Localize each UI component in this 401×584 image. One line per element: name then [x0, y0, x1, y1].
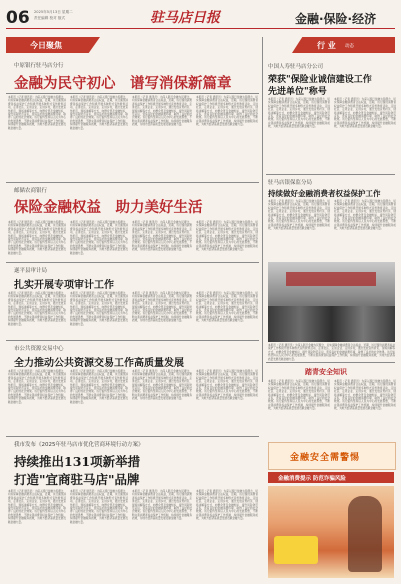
article5-kicker: 遂平县审计局 [14, 268, 48, 274]
safety-rule [266, 362, 395, 363]
masthead-rule [6, 28, 395, 29]
article2-col4: 本报讯（记者 通讯员）为深入践行金融为民理念，切实保障金融消费者合法权益，近期，该行围绕消费者权益保护工作积极开展多种形式宣传教育活动，走进社区、走进企业、走进乡村，通过发放宣传折页、现场讲解等方式，向群众普及金融知识，提升风险防范意识，营造良好的金融消费环境，取得了良好的社会效果。该行始终坚持以人民为中心的发展思想，不断完善消费者权益保护工作机制，持续提升金融服务质效，为地方经济高质量发展贡献金融力量。 [196, 221, 258, 252]
article6-col3: 本报讯（记者 通讯员）为深入践行金融为民理念，切实保障金融消费者合法权益，近期，该行围绕消费者权益保护工作积极开展多种形式宣传教育活动，走进社区、走进企业、走进乡村，通过发放宣传折页、现场讲解等方式，向群众普及金融知识，提升风险防范意识，营造良好的金融消费环境，取得了良好的社会效果。该行始终坚持以人民为中心的发展思想，不断完善消费者权益保护工作机制，持续提升金融服务质效，为地方经济高质量发展贡献金融力量。 [132, 370, 192, 401]
article5-col2: 本报讯（记者 通讯员）为深入践行金融为民理念，切实保障金融消费者合法权益，近期，该行围绕消费者权益保护工作积极开展多种形式宣传教育活动，走进社区、走进企业、走进乡村，通过发放宣传折页、现场讲解等方式，向群众普及金融知识，提升风险防范意识，营造良好的金融消费环境，取得了良好的社会效果。该行始终坚持以人民为中心的发展思想，不断完善消费者权益保护工作机制，持续提升金融服务质效，为地方经济高质量发展贡献金融力量。 [70, 292, 128, 326]
article2-col2: 本报讯（记者 通讯员）为深入践行金融为民理念，切实保障金融消费者合法权益，近期，该行围绕消费者权益保护工作积极开展多种形式宣传教育活动，走进社区、走进企业、走进乡村，通过发放宣传折页、现场讲解等方式，向群众普及金融知识，提升风险防范意识，营造良好的金融消费环境，取得了良好的社会效果。该行始终坚持以人民为中心的发展思想，不断完善消费者权益保护工作机制，持续提升金融服务质效，为地方经济高质量发展贡献金融力量。 [70, 221, 128, 255]
safety-col2: 本报讯（记者 通讯员）为深入践行金融为民理念，切实保障金融消费者合法权益，近期，该行围绕消费者权益保护工作积极开展多种形式宣传教育活动，走进社区、走进企业、走进乡村，通过发放宣传折页、现场讲解等方式，向群众普及金融知识，提升风险防范意识，营造良好的金融消费环境，取得了良好的社会效果。该行始终坚持以人民为中心的发展思想，不断完善消费者权益保护工作机制，持续提升金融服务质效，为地方经济高质量发展贡献金融力量。 [334, 380, 396, 411]
ad-badge [274, 536, 318, 564]
date-line: 2025年5月13日 星期二 [34, 10, 73, 14]
safety-title: 踏青安全知识 [305, 368, 347, 376]
article7-col3: 本报讯（记者 通讯员）为深入践行金融为民理念，切实保障金融消费者合法权益，近期，该行围绕消费者权益保护工作积极开展多种形式宣传教育活动，走进社区、走进企业、走进乡村，通过发放宣传折页、现场讲解等方式，向群众普及金融知识，提升风险防范意识，营造良好的金融消费环境，取得了良好的社会效果。该行始终坚持以人民为中心的发展思想，不断完善消费者权益保护工作机制，持续提升金融服务质效，为地方经济高质量发展贡献金融力量。 [132, 490, 192, 521]
photo-crowd [268, 306, 395, 342]
article4-rule [266, 174, 395, 175]
article2-headline: 保险金融权益 助力美好生活 [14, 199, 203, 216]
article3-kicker: 中国人寿驻马店分公司 [268, 64, 324, 70]
article6-kicker: 市公共资源交易中心 [14, 346, 64, 352]
article3-col1: 本报讯（记者 通讯员）为深入践行金融为民理念，切实保障金融消费者合法权益，近期，该行围绕消费者权益保护工作积极开展多种形式宣传教育活动，走进社区、走进企业、走进乡村，通过发放宣传折页、现场讲解等方式，向群众普及金融知识，提升风险防范意识，营造良好的金融消费环境，取得了良好的社会效果。该行始终坚持以人民为中心的发展思想，不断完善消费者权益保护工作机制，持续提升金融服务质效，为地方经济高质量发展贡献金融力量。 [268, 98, 330, 129]
article6-rule [6, 340, 259, 341]
editor-line: 责任编辑 校对 版式 [34, 16, 66, 20]
article6-headline: 全力推动公共资源交易工作高质量发展 [14, 358, 184, 369]
notice-text: 金融安全需警惕 [290, 453, 361, 463]
article2-kicker: 邮储农商银行 [14, 188, 48, 194]
article1-headline: 金融为民守初心 谱写消保新篇章 [14, 75, 232, 92]
article1-col1: 本报讯（记者 通讯员）为深入践行金融为民理念，切实保障金融消费者合法权益，近期，该行围绕消费者权益保护工作积极开展多种形式宣传教育活动，走进社区、走进企业、走进乡村，通过发放宣传折页、现场讲解等方式，向群众普及金融知识，提升风险防范意识，营造良好的金融消费环境，取得了良好的社会效果。该行始终坚持以人民为中心的发展思想，不断完善消费者权益保护工作机制，持续提升金融服务质效，为地方经济高质量发展贡献金融力量。 [8, 96, 66, 130]
article6-col2: 本报讯（记者 通讯员）为深入践行金融为民理念，切实保障金融消费者合法权益，近期，该行围绕消费者权益保护工作积极开展多种形式宣传教育活动，走进社区、走进企业、走进乡村，通过发放宣传折页、现场讲解等方式，向群众普及金融知识，提升风险防范意识，营造良好的金融消费环境，取得了良好的社会效果。该行始终坚持以人民为中心的发展思想，不断完善消费者权益保护工作机制，持续提升金融服务质效，为地方经济高质量发展贡献金融力量。 [70, 370, 128, 404]
article5-rule [6, 262, 259, 263]
photo-banner [286, 272, 376, 286]
article3-col2: 本报讯（记者 通讯员）为深入践行金融为民理念，切实保障金融消费者合法权益，近期，该行围绕消费者权益保护工作积极开展多种形式宣传教育活动，走进社区、走进企业、走进乡村，通过发放宣传折页、现场讲解等方式，向群众普及金融知识，提升风险防范意识，营造良好的金融消费环境，取得了良好的社会效果。该行始终坚持以人民为中心的发展思想，不断完善消费者权益保护工作机制，持续提升金融服务质效，为地方经济高质量发展贡献金融力量。 [334, 98, 396, 129]
paper-logo: 驻马店日报 [150, 10, 220, 26]
article4-headline: 持续做好金融消费者权益保护工作 [268, 189, 381, 198]
article4-col1: 本报讯（记者 通讯员）为深入践行金融为民理念，切实保障金融消费者合法权益，近期，该行围绕消费者权益保护工作积极开展多种形式宣传教育活动，走进社区、走进企业、走进乡村，通过发放宣传折页、现场讲解等方式，向群众普及金融知识，提升风险防范意识，营造良好的金融消费环境，取得了良好的社会效果。该行始终坚持以人民为中心的发展思想，不断完善消费者权益保护工作机制，持续提升金融服务质效，为地方经济高质量发展贡献金融力量。 [268, 200, 330, 231]
article4-col2: 本报讯（记者 通讯员）为深入践行金融为民理念，切实保障金融消费者合法权益，近期，该行围绕消费者权益保护工作积极开展多种形式宣传教育活动，走进社区、走进企业、走进乡村，通过发放宣传折页、现场讲解等方式，向群众普及金融知识，提升风险防范意识，营造良好的金融消费环境，取得了良好的社会效果。该行始终坚持以人民为中心的发展思想，不断完善消费者权益保护工作机制，持续提升金融服务质效，为地方经济高质量发展贡献金融力量。 [334, 200, 396, 231]
section-title: 金融·保险·经济 [295, 12, 377, 26]
article6-col1: 本报讯（记者 通讯员）为深入践行金融为民理念，切实保障金融消费者合法权益，近期，该行围绕消费者权益保护工作积极开展多种形式宣传教育活动，走进社区、走进企业、走进乡村，通过发放宣传折页、现场讲解等方式，向群众普及金融知识，提升风险防范意识，营造良好的金融消费环境，取得了良好的社会效果。该行始终坚持以人民为中心的发展思想，不断完善消费者权益保护工作机制，持续提升金融服务质效，为地方经济高质量发展贡献金融力量。 [8, 370, 66, 404]
article2-col1: 本报讯（记者 通讯员）为深入践行金融为民理念，切实保障金融消费者合法权益，近期，该行围绕消费者权益保护工作积极开展多种形式宣传教育活动，走进社区、走进企业、走进乡村，通过发放宣传折页、现场讲解等方式，向群众普及金融知识，提升风险防范意识，营造良好的金融消费环境，取得了良好的社会效果。该行始终坚持以人民为中心的发展思想，不断完善消费者权益保护工作机制，持续提升金融服务质效，为地方经济高质量发展贡献金融力量。 [8, 221, 66, 255]
industry-sublabel: 动态 [345, 44, 354, 49]
article3-headline-line2: 先进单位"称号 [268, 87, 327, 97]
safety-col1: 本报讯（记者 通讯员）为深入践行金融为民理念，切实保障金融消费者合法权益，近期，该行围绕消费者权益保护工作积极开展多种形式宣传教育活动，走进社区、走进企业、走进乡村，通过发放宣传折页、现场讲解等方式，向群众普及金融知识，提升风险防范意识，营造良好的金融消费环境，取得了良好的社会效果。该行始终坚持以人民为中心的发展思想，不断完善消费者权益保护工作机制，持续提升金融服务质效，为地方经济高质量发展贡献金融力量。 [268, 380, 330, 411]
article7-headline-line1: 持续推出131项新举措 [14, 454, 141, 469]
article7-rule [6, 436, 259, 437]
article7-col2: 本报讯（记者 通讯员）为深入践行金融为民理念，切实保障金融消费者合法权益，近期，该行围绕消费者权益保护工作积极开展多种形式宣传教育活动，走进社区、走进企业、走进乡村，通过发放宣传折页、现场讲解等方式，向群众普及金融知识，提升风险防范意识，营造良好的金融消费环境，取得了良好的社会效果。该行始终坚持以人民为中心的发展思想，不断完善消费者权益保护工作机制，持续提升金融服务质效，为地方经济高质量发展贡献金融力量。 [70, 490, 128, 524]
article6-col4: 本报讯（记者 通讯员）为深入践行金融为民理念，切实保障金融消费者合法权益，近期，该行围绕消费者权益保护工作积极开展多种形式宣传教育活动，走进社区、走进企业、走进乡村，通过发放宣传折页、现场讲解等方式，向群众普及金融知识，提升风险防范意识，营造良好的金融消费环境，取得了良好的社会效果。该行始终坚持以人民为中心的发展思想，不断完善消费者权益保护工作机制，持续提升金融服务质效，为地方经济高质量发展贡献金融力量。 [196, 370, 258, 401]
news-photo [268, 262, 395, 342]
article4-kicker: 驻马店银保监分局 [268, 180, 313, 186]
today-focus-label: 今日聚焦 [30, 41, 62, 50]
article2-rule [6, 182, 259, 183]
article5-col4: 本报讯（记者 通讯员）为深入践行金融为民理念，切实保障金融消费者合法权益，近期，该行围绕消费者权益保护工作积极开展多种形式宣传教育活动，走进社区、走进企业、走进乡村，通过发放宣传折页、现场讲解等方式，向群众普及金融知识，提升风险防范意识，营造良好的金融消费环境，取得了良好的社会效果。该行始终坚持以人民为中心的发展思想，不断完善消费者权益保护工作机制，持续提升金融服务质效，为地方经济高质量发展贡献金融力量。 [196, 292, 258, 323]
article7-kicker: 我市发布《2025年驻马店市优化营商环境行动方案》 [14, 442, 144, 448]
ad-figure [348, 496, 382, 572]
industry-label: 行 业 [317, 41, 336, 50]
article3-headline-line1: 荣获"保险业诚信建设工作 [268, 75, 372, 85]
article7-col4: 本报讯（记者 通讯员）为深入践行金融为民理念，切实保障金融消费者合法权益，近期，该行围绕消费者权益保护工作积极开展多种形式宣传教育活动，走进社区、走进企业、走进乡村，通过发放宣传折页、现场讲解等方式，向群众普及金融知识，提升风险防范意识，营造良好的金融消费环境，取得了良好的社会效果。该行始终坚持以人民为中心的发展思想，不断完善消费者权益保护工作机制，持续提升金融服务质效，为地方经济高质量发展贡献金融力量。 [196, 490, 258, 521]
article7-col1: 本报讯（记者 通讯员）为深入践行金融为民理念，切实保障金融消费者合法权益，近期，该行围绕消费者权益保护工作积极开展多种形式宣传教育活动，走进社区、走进企业、走进乡村，通过发放宣传折页、现场讲解等方式，向群众普及金融知识，提升风险防范意识，营造良好的金融消费环境，取得了良好的社会效果。该行始终坚持以人民为中心的发展思想，不断完善消费者权益保护工作机制，持续提升金融服务质效，为地方经济高质量发展贡献金融力量。 [8, 490, 66, 524]
article1-kicker: 中原银行驻马店分行 [14, 63, 64, 69]
photo-caption: 本报讯（记者 通讯员）为深入践行金融为民理念，切实保障金融消费者合法权益，近期，该行围绕消费者权益保护工作积极开展多种形式宣传教育活动，走进社区、走进企业、走进乡村，通过发放宣传折页、现场讲解等方式，向群众普及金融知识，提升风险防范意识，营造良好的金融消费环境，取得了良好的社会效果。该行始终坚持以人民为中心的发展思想，不断完善消费者权益保护工作机制，持续提升金融服务质效，为地方经济高质量发展贡献金融力量。 [268, 344, 395, 361]
article5-col1: 本报讯（记者 通讯员）为深入践行金融为民理念，切实保障金融消费者合法权益，近期，该行围绕消费者权益保护工作积极开展多种形式宣传教育活动，走进社区、走进企业、走进乡村，通过发放宣传折页、现场讲解等方式，向群众普及金融知识，提升风险防范意识，营造良好的金融消费环境，取得了良好的社会效果。该行始终坚持以人民为中心的发展思想，不断完善消费者权益保护工作机制，持续提升金融服务质效，为地方经济高质量发展贡献金融力量。 [8, 292, 66, 326]
ad-image [268, 486, 394, 578]
article7-headline-line2: 打造"宜商驻马店"品牌 [14, 472, 140, 487]
article5-headline: 扎实开展专项审计工作 [14, 280, 114, 291]
page-number: 06 [6, 8, 30, 28]
article1-col4: 本报讯（记者 通讯员）为深入践行金融为民理念，切实保障金融消费者合法权益，近期，该行围绕消费者权益保护工作积极开展多种形式宣传教育活动，走进社区、走进企业、走进乡村，通过发放宣传折页、现场讲解等方式，向群众普及金融知识，提升风险防范意识，营造良好的金融消费环境，取得了良好的社会效果。该行始终坚持以人民为中心的发展思想，不断完善消费者权益保护工作机制，持续提升金融服务质效，为地方经济高质量发展贡献金融力量。 [196, 96, 258, 127]
slogan-text: 金融消费提示 防范诈骗风险 [278, 476, 346, 482]
article5-col3: 本报讯（记者 通讯员）为深入践行金融为民理念，切实保障金融消费者合法权益，近期，该行围绕消费者权益保护工作积极开展多种形式宣传教育活动，走进社区、走进企业、走进乡村，通过发放宣传折页、现场讲解等方式，向群众普及金融知识，提升风险防范意识，营造良好的金融消费环境，取得了良好的社会效果。该行始终坚持以人民为中心的发展思想，不断完善消费者权益保护工作机制，持续提升金融服务质效，为地方经济高质量发展贡献金融力量。 [132, 292, 192, 323]
article1-rule [6, 93, 259, 94]
article1-col2: 本报讯（记者 通讯员）为深入践行金融为民理念，切实保障金融消费者合法权益，近期，该行围绕消费者权益保护工作积极开展多种形式宣传教育活动，走进社区、走进企业、走进乡村，通过发放宣传折页、现场讲解等方式，向群众普及金融知识，提升风险防范意识，营造良好的金融消费环境，取得了良好的社会效果。该行始终坚持以人民为中心的发展思想，不断完善消费者权益保护工作机制，持续提升金融服务质效，为地方经济高质量发展贡献金融力量。 [70, 96, 128, 130]
article2-col3: 本报讯（记者 通讯员）为深入践行金融为民理念，切实保障金融消费者合法权益，近期，该行围绕消费者权益保护工作积极开展多种形式宣传教育活动，走进社区、走进企业、走进乡村，通过发放宣传折页、现场讲解等方式，向群众普及金融知识，提升风险防范意识，营造良好的金融消费环境，取得了良好的社会效果。该行始终坚持以人民为中心的发展思想，不断完善消费者权益保护工作机制，持续提升金融服务质效，为地方经济高质量发展贡献金融力量。 [132, 221, 192, 252]
column-divider [262, 37, 263, 382]
industry-ribbon [292, 37, 395, 53]
article1-col3: 本报讯（记者 通讯员）为深入践行金融为民理念，切实保障金融消费者合法权益，近期，该行围绕消费者权益保护工作积极开展多种形式宣传教育活动，走进社区、走进企业、走进乡村，通过发放宣传折页、现场讲解等方式，向群众普及金融知识，提升风险防范意识，营造良好的金融消费环境，取得了良好的社会效果。该行始终坚持以人民为中心的发展思想，不断完善消费者权益保护工作机制，持续提升金融服务质效，为地方经济高质量发展贡献金融力量。 [132, 96, 192, 127]
